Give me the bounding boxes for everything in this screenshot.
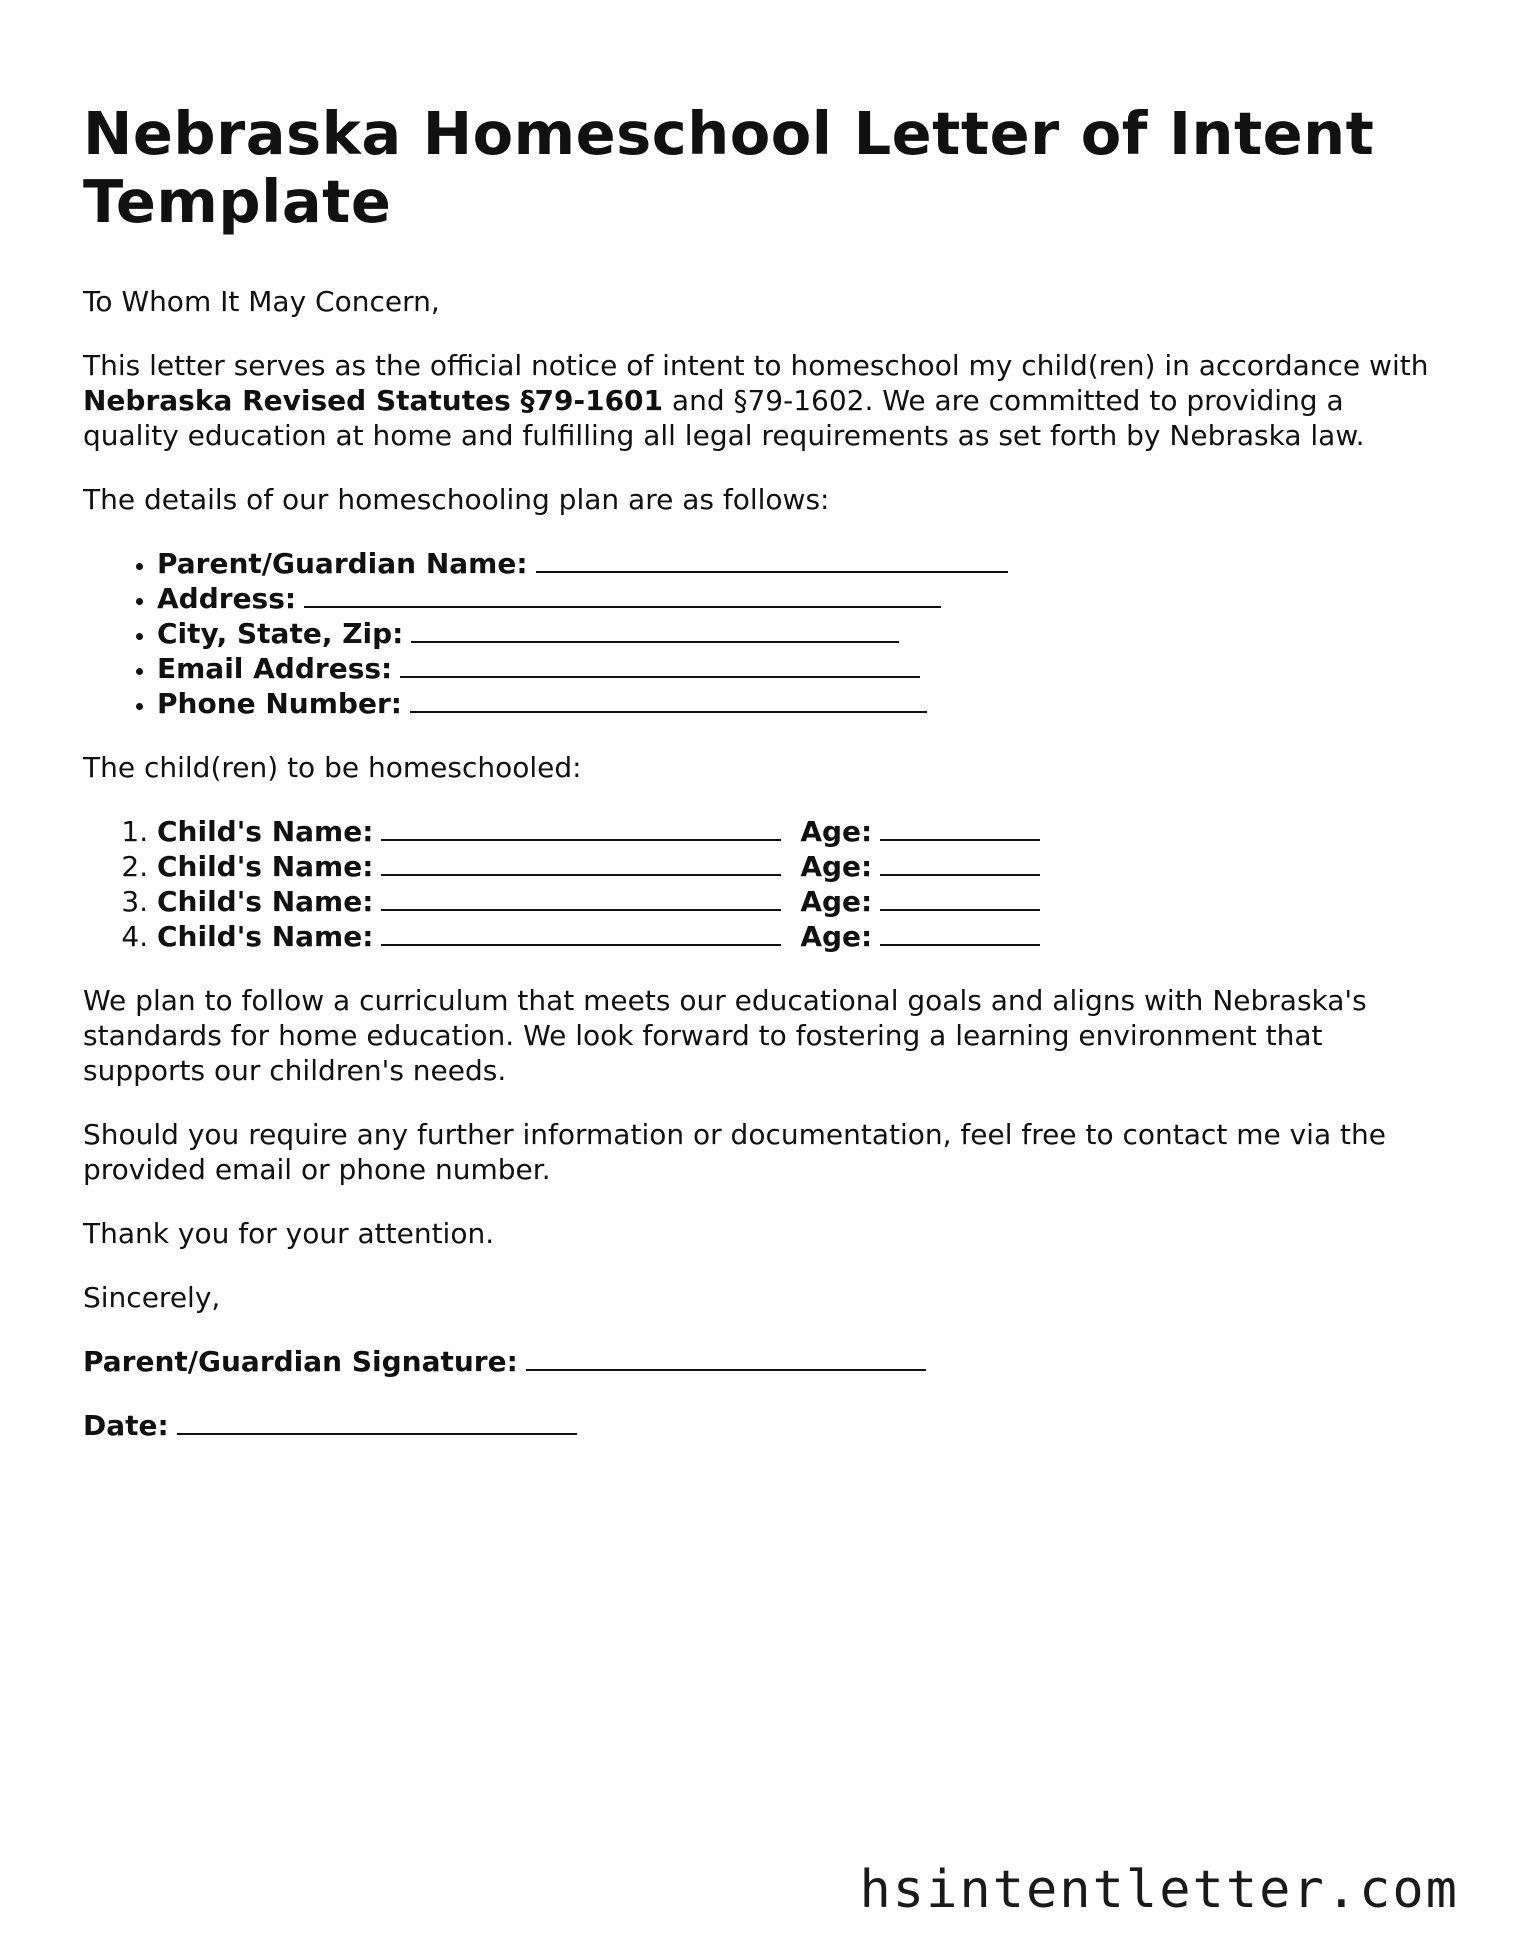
site-watermark: hsintentletter.com	[859, 1860, 1459, 1920]
signature-blank[interactable]	[526, 1347, 926, 1371]
child-name-blank[interactable]	[381, 922, 781, 946]
field-label: City, State, Zip:	[157, 617, 404, 650]
signature-line	[83, 1344, 1443, 1379]
parent-name-blank[interactable]	[536, 549, 1008, 573]
field-label: Address:	[157, 582, 297, 615]
child-age-blank[interactable]	[880, 852, 1040, 876]
details-intro: The details of our homeschooling plan are as follows:	[83, 483, 830, 516]
signature-label: Parent/Guardian Signature:	[83, 1345, 518, 1378]
parent-field-email	[157, 651, 1443, 686]
children-list	[83, 814, 1443, 954]
parent-field-city	[157, 616, 1443, 651]
child-name-blank[interactable]	[381, 817, 781, 841]
greeting: To Whom It May Concern,	[83, 285, 440, 318]
closing-line: Sincerely,	[83, 1281, 221, 1314]
child-name-label: Child's Name:	[157, 850, 374, 883]
address-blank[interactable]	[304, 584, 941, 608]
field-label: Phone Number:	[157, 687, 402, 720]
child-age-blank[interactable]	[880, 922, 1040, 946]
letter-page	[83, 100, 1443, 1443]
page-title: Nebraska Homeschool Letter of Intent Template	[83, 99, 1375, 236]
parent-field-phone	[157, 686, 1443, 721]
field-label: Email Address:	[157, 652, 393, 685]
child-row	[157, 849, 1443, 884]
statute-reference: Nebraska Revised Statutes §79-1601	[83, 384, 664, 417]
date-line	[83, 1408, 1443, 1443]
children-intro: The child(ren) to be homeschooled:	[83, 751, 582, 784]
date-label: Date:	[83, 1409, 169, 1442]
further-info-paragraph: Should you require any further information or documentation, feel free to contact me via the provided email or phone number.	[83, 1118, 1386, 1186]
email-blank[interactable]	[400, 654, 920, 678]
child-row	[157, 884, 1443, 919]
child-age-label: Age:	[800, 920, 873, 953]
child-row	[157, 814, 1443, 849]
thanks-line: Thank you for your attention.	[83, 1217, 495, 1250]
city-state-zip-blank[interactable]	[411, 619, 899, 643]
phone-blank[interactable]	[410, 689, 927, 713]
child-name-label: Child's Name:	[157, 815, 374, 848]
child-name-blank[interactable]	[381, 887, 781, 911]
parent-field-name	[157, 546, 1443, 581]
date-blank[interactable]	[177, 1411, 577, 1435]
child-row	[157, 919, 1443, 954]
intro-text-2: and §79-1602. We are committed to providing a quality education at home and fulfilling all legal requirements as set forth by Nebraska law.	[83, 384, 1365, 452]
child-age-label: Age:	[800, 815, 873, 848]
parent-field-address	[157, 581, 1443, 616]
curriculum-paragraph: We plan to follow a curriculum that meets our educational goals and aligns with Nebraska's standards for home education. We look forward to fostering a learning environment that supports our children's needs.	[83, 984, 1367, 1087]
child-age-label: Age:	[800, 885, 873, 918]
child-age-blank[interactable]	[880, 887, 1040, 911]
parent-fields-list	[83, 546, 1443, 721]
intro-text-1: This letter serves as the official notice of intent to homeschool my child(ren) in accordance with	[83, 349, 1429, 382]
child-name-blank[interactable]	[381, 852, 781, 876]
child-age-label: Age:	[800, 850, 873, 883]
child-name-label: Child's Name:	[157, 920, 374, 953]
field-label: Parent/Guardian Name:	[157, 547, 528, 580]
intro-paragraph	[83, 348, 1443, 453]
child-age-blank[interactable]	[880, 817, 1040, 841]
child-name-label: Child's Name:	[157, 885, 374, 918]
